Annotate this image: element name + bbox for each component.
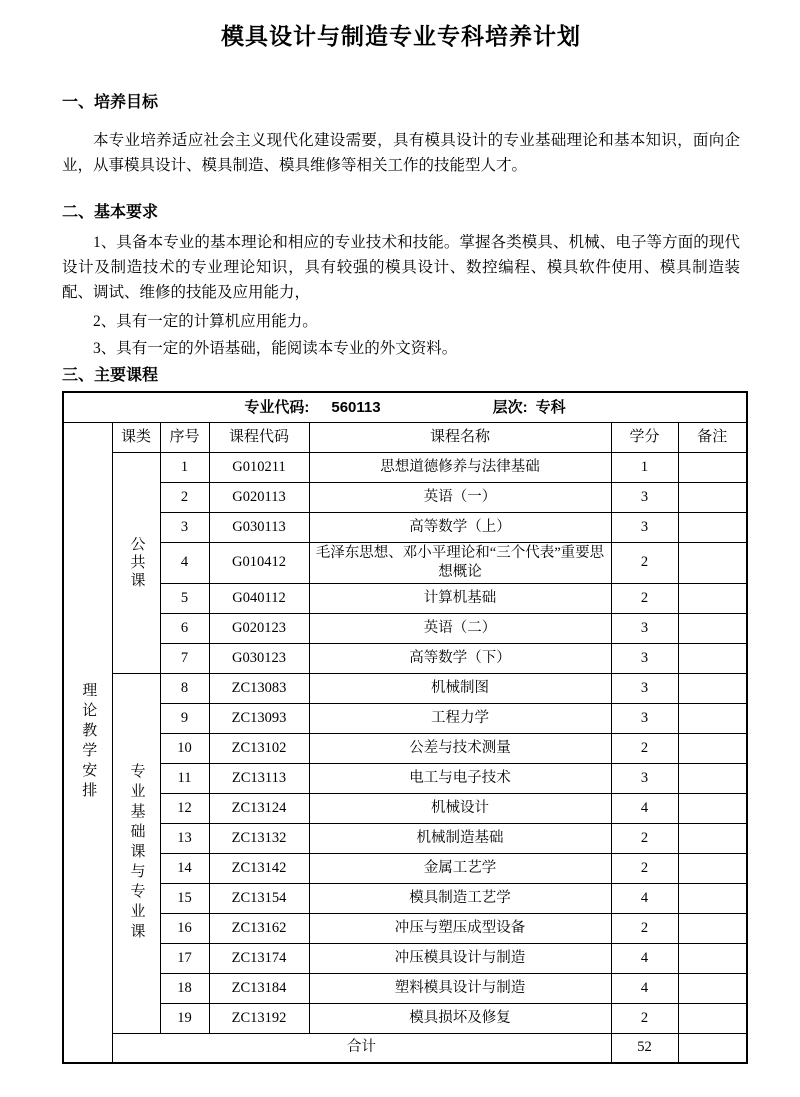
course-remark bbox=[678, 703, 747, 733]
course-remark bbox=[678, 482, 747, 512]
course-row bbox=[63, 482, 747, 512]
header-credits: 学分 bbox=[611, 422, 678, 452]
course-name: 英语（二） bbox=[309, 613, 611, 643]
course-no: 8 bbox=[160, 673, 209, 703]
course-code: ZC13083 bbox=[209, 673, 309, 703]
header-course-name: 课程名称 bbox=[309, 422, 611, 452]
header-course-type: 课类 bbox=[112, 422, 160, 452]
course-name: 工程力学 bbox=[309, 703, 611, 733]
course-code: ZC13162 bbox=[209, 913, 309, 943]
section-heading-goal: 一、培养目标 bbox=[62, 94, 159, 111]
total-label: 合计 bbox=[112, 1033, 611, 1063]
course-credits: 3 bbox=[611, 512, 678, 542]
course-no: 14 bbox=[160, 853, 209, 883]
course-no: 4 bbox=[160, 542, 209, 583]
course-group-label: 专业基础课与专业课 bbox=[112, 673, 160, 1033]
course-name: 模具损坏及修复 bbox=[309, 1003, 611, 1033]
course-code: G020123 bbox=[209, 613, 309, 643]
course-name: 金属工艺学 bbox=[309, 853, 611, 883]
course-no: 11 bbox=[160, 763, 209, 793]
section-heading-courses: 三、主要课程 bbox=[62, 367, 159, 384]
major-info-row bbox=[63, 392, 747, 422]
course-code: ZC13184 bbox=[209, 973, 309, 1003]
course-remark bbox=[678, 973, 747, 1003]
course-name: 电工与电子技术 bbox=[309, 763, 611, 793]
course-credits: 4 bbox=[611, 793, 678, 823]
course-remark bbox=[678, 733, 747, 763]
course-no: 9 bbox=[160, 703, 209, 733]
course-name: 冲压与塑压成型设备 bbox=[309, 913, 611, 943]
course-remark bbox=[678, 793, 747, 823]
total-credits: 52 bbox=[611, 1033, 678, 1063]
side-label-theory-teaching: 理论教学安排 bbox=[63, 422, 112, 1063]
course-row bbox=[63, 512, 747, 542]
course-name: 机械制造基础 bbox=[309, 823, 611, 853]
course-row bbox=[63, 853, 747, 883]
course-remark bbox=[678, 452, 747, 482]
course-name: 毛泽东思想、邓小平理论和“三个代表”重要思想概论 bbox=[309, 542, 611, 583]
course-credits: 2 bbox=[611, 913, 678, 943]
course-remark bbox=[678, 673, 747, 703]
course-code: ZC13124 bbox=[209, 793, 309, 823]
course-row bbox=[63, 1003, 747, 1033]
course-row bbox=[63, 793, 747, 823]
course-code: G040112 bbox=[209, 583, 309, 613]
course-name: 模具制造工艺学 bbox=[309, 883, 611, 913]
course-row bbox=[63, 542, 747, 583]
course-credits: 4 bbox=[611, 943, 678, 973]
course-no: 16 bbox=[160, 913, 209, 943]
course-remark bbox=[678, 823, 747, 853]
requirement-item-1: 1、具备本专业的基本理论和相应的专业技术和技能。掌握各类模具、机械、电子等方面的现代设计及制造技术的专业理论知识，具有较强的模具设计、数控编程、模具软件使用、模具制造装配、调试、维修的技能及应用能力， bbox=[62, 234, 740, 301]
course-row bbox=[63, 733, 747, 763]
course-credits: 3 bbox=[611, 673, 678, 703]
course-name: 机械制图 bbox=[309, 673, 611, 703]
header-no: 序号 bbox=[160, 422, 209, 452]
section-heading-requirements: 二、基本要求 bbox=[62, 204, 159, 221]
level-label: 层次: bbox=[492, 398, 528, 416]
course-name: 高等数学（上） bbox=[309, 512, 611, 542]
requirement-item-2: 2、具有一定的计算机应用能力。 bbox=[93, 313, 318, 330]
course-no: 7 bbox=[160, 643, 209, 673]
course-credits: 2 bbox=[611, 1003, 678, 1033]
total-remark bbox=[678, 1033, 747, 1063]
course-row bbox=[63, 703, 747, 733]
course-code: ZC13113 bbox=[209, 763, 309, 793]
course-code: ZC13102 bbox=[209, 733, 309, 763]
course-row bbox=[63, 913, 747, 943]
course-remark bbox=[678, 1003, 747, 1033]
course-no: 6 bbox=[160, 613, 209, 643]
course-no: 13 bbox=[160, 823, 209, 853]
course-name: 高等数学（下） bbox=[309, 643, 611, 673]
course-name: 思想道德修养与法律基础 bbox=[309, 452, 611, 482]
course-code: G010412 bbox=[209, 542, 309, 583]
page-title: 模具设计与制造专业专科培养计划 bbox=[221, 23, 581, 49]
course-credits: 3 bbox=[611, 613, 678, 643]
course-remark bbox=[678, 542, 747, 583]
course-remark bbox=[678, 913, 747, 943]
course-no: 17 bbox=[160, 943, 209, 973]
course-credits: 2 bbox=[611, 823, 678, 853]
course-credits: 3 bbox=[611, 763, 678, 793]
course-credits: 1 bbox=[611, 452, 678, 482]
course-credits: 4 bbox=[611, 973, 678, 1003]
course-row bbox=[63, 613, 747, 643]
course-table-body bbox=[63, 392, 747, 1063]
course-group-label: 公共课 bbox=[112, 452, 160, 673]
course-no: 1 bbox=[160, 452, 209, 482]
course-row bbox=[63, 673, 747, 703]
course-no: 5 bbox=[160, 583, 209, 613]
course-no: 3 bbox=[160, 512, 209, 542]
goal-paragraph: 本专业培养适应社会主义现代化建设需要，具有模具设计的专业基础理论和基本知识，面向企业，从事模具设计、模具制造、模具维修等相关工作的技能型人才。 bbox=[62, 132, 740, 174]
course-credits: 2 bbox=[611, 583, 678, 613]
course-name: 机械设计 bbox=[309, 793, 611, 823]
course-row bbox=[63, 452, 747, 482]
course-row bbox=[63, 643, 747, 673]
course-name: 计算机基础 bbox=[309, 583, 611, 613]
level-value: 专科 bbox=[535, 398, 566, 416]
requirement-item-3: 3、具有一定的外语基础，能阅读本专业的外文资料。 bbox=[93, 340, 458, 357]
major-code-label: 专业代码: bbox=[244, 398, 310, 416]
course-code: G030113 bbox=[209, 512, 309, 542]
course-name: 英语（一） bbox=[309, 482, 611, 512]
course-remark bbox=[678, 512, 747, 542]
course-credits: 2 bbox=[611, 853, 678, 883]
course-remark bbox=[678, 943, 747, 973]
course-no: 15 bbox=[160, 883, 209, 913]
course-credits: 4 bbox=[611, 883, 678, 913]
course-no: 18 bbox=[160, 973, 209, 1003]
course-code: ZC13142 bbox=[209, 853, 309, 883]
course-code: ZC13174 bbox=[209, 943, 309, 973]
course-credits: 3 bbox=[611, 643, 678, 673]
course-name: 公差与技术测量 bbox=[309, 733, 611, 763]
course-code: G020113 bbox=[209, 482, 309, 512]
course-row bbox=[63, 583, 747, 613]
course-name: 塑料模具设计与制造 bbox=[309, 973, 611, 1003]
course-row bbox=[63, 823, 747, 853]
course-code: ZC13154 bbox=[209, 883, 309, 913]
major-info-cell bbox=[63, 392, 747, 422]
course-code: ZC13093 bbox=[209, 703, 309, 733]
course-table bbox=[62, 391, 748, 1064]
course-code: G010211 bbox=[209, 452, 309, 482]
course-row bbox=[63, 973, 747, 1003]
course-name: 冲压模具设计与制造 bbox=[309, 943, 611, 973]
major-code-value: 560113 bbox=[331, 398, 381, 416]
course-credits: 2 bbox=[611, 542, 678, 583]
course-no: 19 bbox=[160, 1003, 209, 1033]
course-credits: 3 bbox=[611, 703, 678, 733]
course-remark bbox=[678, 763, 747, 793]
course-row bbox=[63, 943, 747, 973]
course-remark bbox=[678, 583, 747, 613]
course-no: 12 bbox=[160, 793, 209, 823]
course-code: ZC13132 bbox=[209, 823, 309, 853]
course-no: 10 bbox=[160, 733, 209, 763]
course-no: 2 bbox=[160, 482, 209, 512]
header-remarks: 备注 bbox=[678, 422, 747, 452]
course-remark bbox=[678, 643, 747, 673]
course-code: ZC13192 bbox=[209, 1003, 309, 1033]
course-code: G030123 bbox=[209, 643, 309, 673]
table-header-row bbox=[63, 422, 747, 452]
header-course-code: 课程代码 bbox=[209, 422, 309, 452]
course-remark bbox=[678, 613, 747, 643]
course-credits: 3 bbox=[611, 482, 678, 512]
course-row bbox=[63, 883, 747, 913]
total-row bbox=[63, 1033, 747, 1063]
course-remark bbox=[678, 853, 747, 883]
course-credits: 2 bbox=[611, 733, 678, 763]
course-row bbox=[63, 763, 747, 793]
course-remark bbox=[678, 883, 747, 913]
